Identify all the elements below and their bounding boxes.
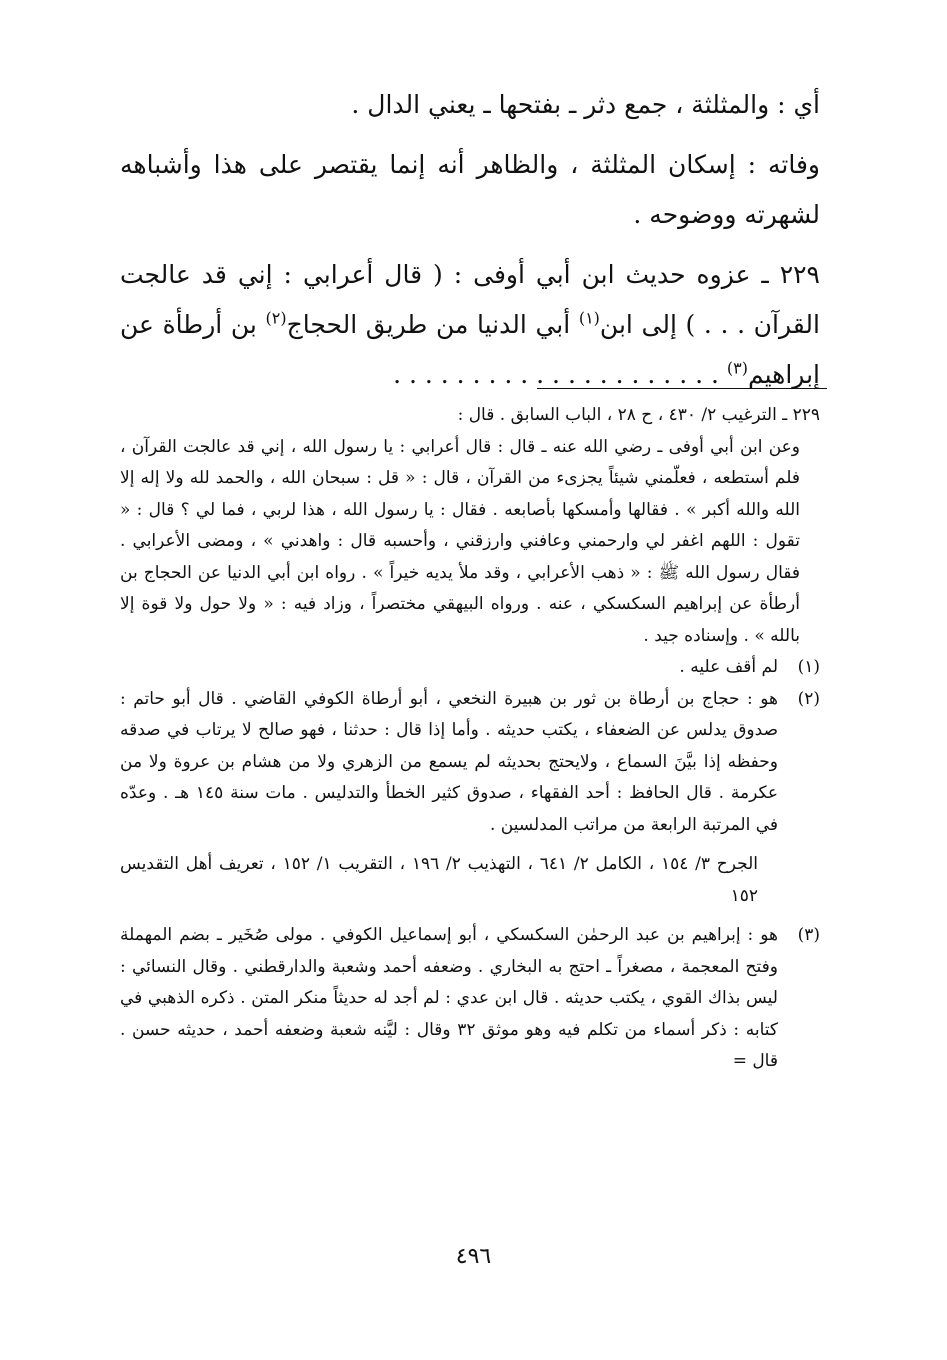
main-paragraph-3 bbox=[120, 250, 820, 400]
hadith-229-text-a: ٢٢٩ ـ عزوه حديث ابن أبي أوفى : ( قال أعرابي : إني قد عالجت القرآن . . . ) إلى ابن bbox=[120, 260, 820, 339]
footnote-1-text: لم أقف عليه . bbox=[679, 657, 778, 677]
footnote-ref-3[interactable]: (٣) bbox=[726, 358, 748, 378]
footnote-2-text: هو : حجاج بن أرطاة بن ثور بن هبيرة النخعي ، أبو أرطاة الكوفي القاضي . قال أبو حاتم : صدوق يدلس عن الضعفاء ، يكتب حديثه . وأما إذا قال : حدثنا ، فهو صالح لا يرتاب في صدقه وحفظه إذا بيَّنَ السماع ، ولايحتج بحديثه لم يسمع من الزهري ولا من هشام بن عروة ولا من عكرمة . قال الحافظ : أحد الفقهاء ، صدوق كثير الخطأ والتدليس . مات سنة ١٤٥ هـ . وعدّه في المرتبة الرابعة من مراتب المدلسين . bbox=[120, 688, 778, 835]
footnote-ref-2[interactable]: (٢) bbox=[265, 308, 287, 328]
footnote-3-text: هو : إبراهيم بن عبد الرحمٰن السكسكي ، أبو إسماعيل الكوفي . مولى صُخَير ـ بضم المهملة وفتح المعجمة ، مصغراً ـ احتج به البخاري . وضعفه أحمد وشعبة والدارقطني . وقال النسائي : ليس بذاك القوي ، يكتب حديثه . قال ابن عدي : لم أجد له حديثاً منكر المتن . ذكره الذهبي في كتابه : ذكر أسماء من تكلم فيه وهو موثق ٣٢ وقال : ليَّنه شعبة وضعفه أحمد ، حديثه حسن . قال = bbox=[120, 925, 778, 1071]
footnote-3 bbox=[120, 920, 820, 1078]
hadith-229-text-b: أبي الدنيا من طريق الحجاج bbox=[286, 310, 571, 339]
page-number: ٤٩٦ bbox=[455, 1244, 492, 1269]
main-paragraph-1: أي : والمثلثة ، جمع دثر ـ بفتحها ـ يعني الدال . bbox=[351, 90, 820, 119]
footnote-1 bbox=[120, 652, 820, 684]
main-paragraph-2: وفاته : إسكان المثلثة ، والظاهر أنه إنما يقتصر على هذا وأشباهه لشهرته ووضوحه . bbox=[120, 150, 820, 229]
footnote-ref-1[interactable]: (١) bbox=[578, 308, 600, 328]
main-text bbox=[120, 80, 820, 410]
footnote-3-number: (٣) bbox=[797, 925, 820, 945]
note-229-body: وعن ابن أبي أوفى ـ رضي الله عنه ـ قال : قال أعرابي : يا رسول الله ، إني قد عالجت القرآن ، فلم أستطعه ، فعلّمني شيئاً يجزىء من القرآن ، قال : « قل : سبحان الله ، والحمد لله ولا إله إلا الله والله أكبر » . فقالها وأمسكها بأصابعه . فقال : يا رسول الله ، هذا لربي ، فما لي ؟ قال : « تقول : اللهم اغفر لي وارحمني وعافني وارزقني ، وأحسبه قال : واهدني » ، ومضى الأعرابي . فقال رسول الله ﷺ : « ذهب الأعرابي ، وقد ملأ يديه خيراً » . رواه ابن أبي الدنيا عن الحجاج بن أرطأة عن إبراهيم السكسكي ، عنه . ورواه البيهقي مختصراً ، وزاد فيه : « ولا حول ولا قوة إلا بالله » . وإسناده جيد . bbox=[120, 436, 800, 646]
footnote-1-number: (١) bbox=[797, 657, 820, 677]
footnote-2-references: الجرح ٣/ ١٥٤ ، الكامل ٢/ ٦٤١ ، التهذيب ٢/ ١٩٦ ، التقريب ١/ ١٥٢ ، تعريف أهل التقديس ١٥٢ bbox=[120, 854, 758, 906]
ellipsis-dots: . . . . . . . . . . . . . . . . . . . . . bbox=[393, 360, 719, 389]
hadith-229-text-c: بن أرطأة عن إبراهيم bbox=[120, 310, 820, 389]
footnotes bbox=[120, 400, 820, 1078]
note-229-head: ٢٢٩ ـ الترغيب ٢/ ٤٣٠ ، ح ٢٨ ، الباب السابق . قال : bbox=[457, 405, 820, 425]
footnote-2 bbox=[120, 684, 820, 913]
footnote-2-number: (٢) bbox=[797, 688, 820, 709]
footnote-divider bbox=[537, 388, 827, 389]
